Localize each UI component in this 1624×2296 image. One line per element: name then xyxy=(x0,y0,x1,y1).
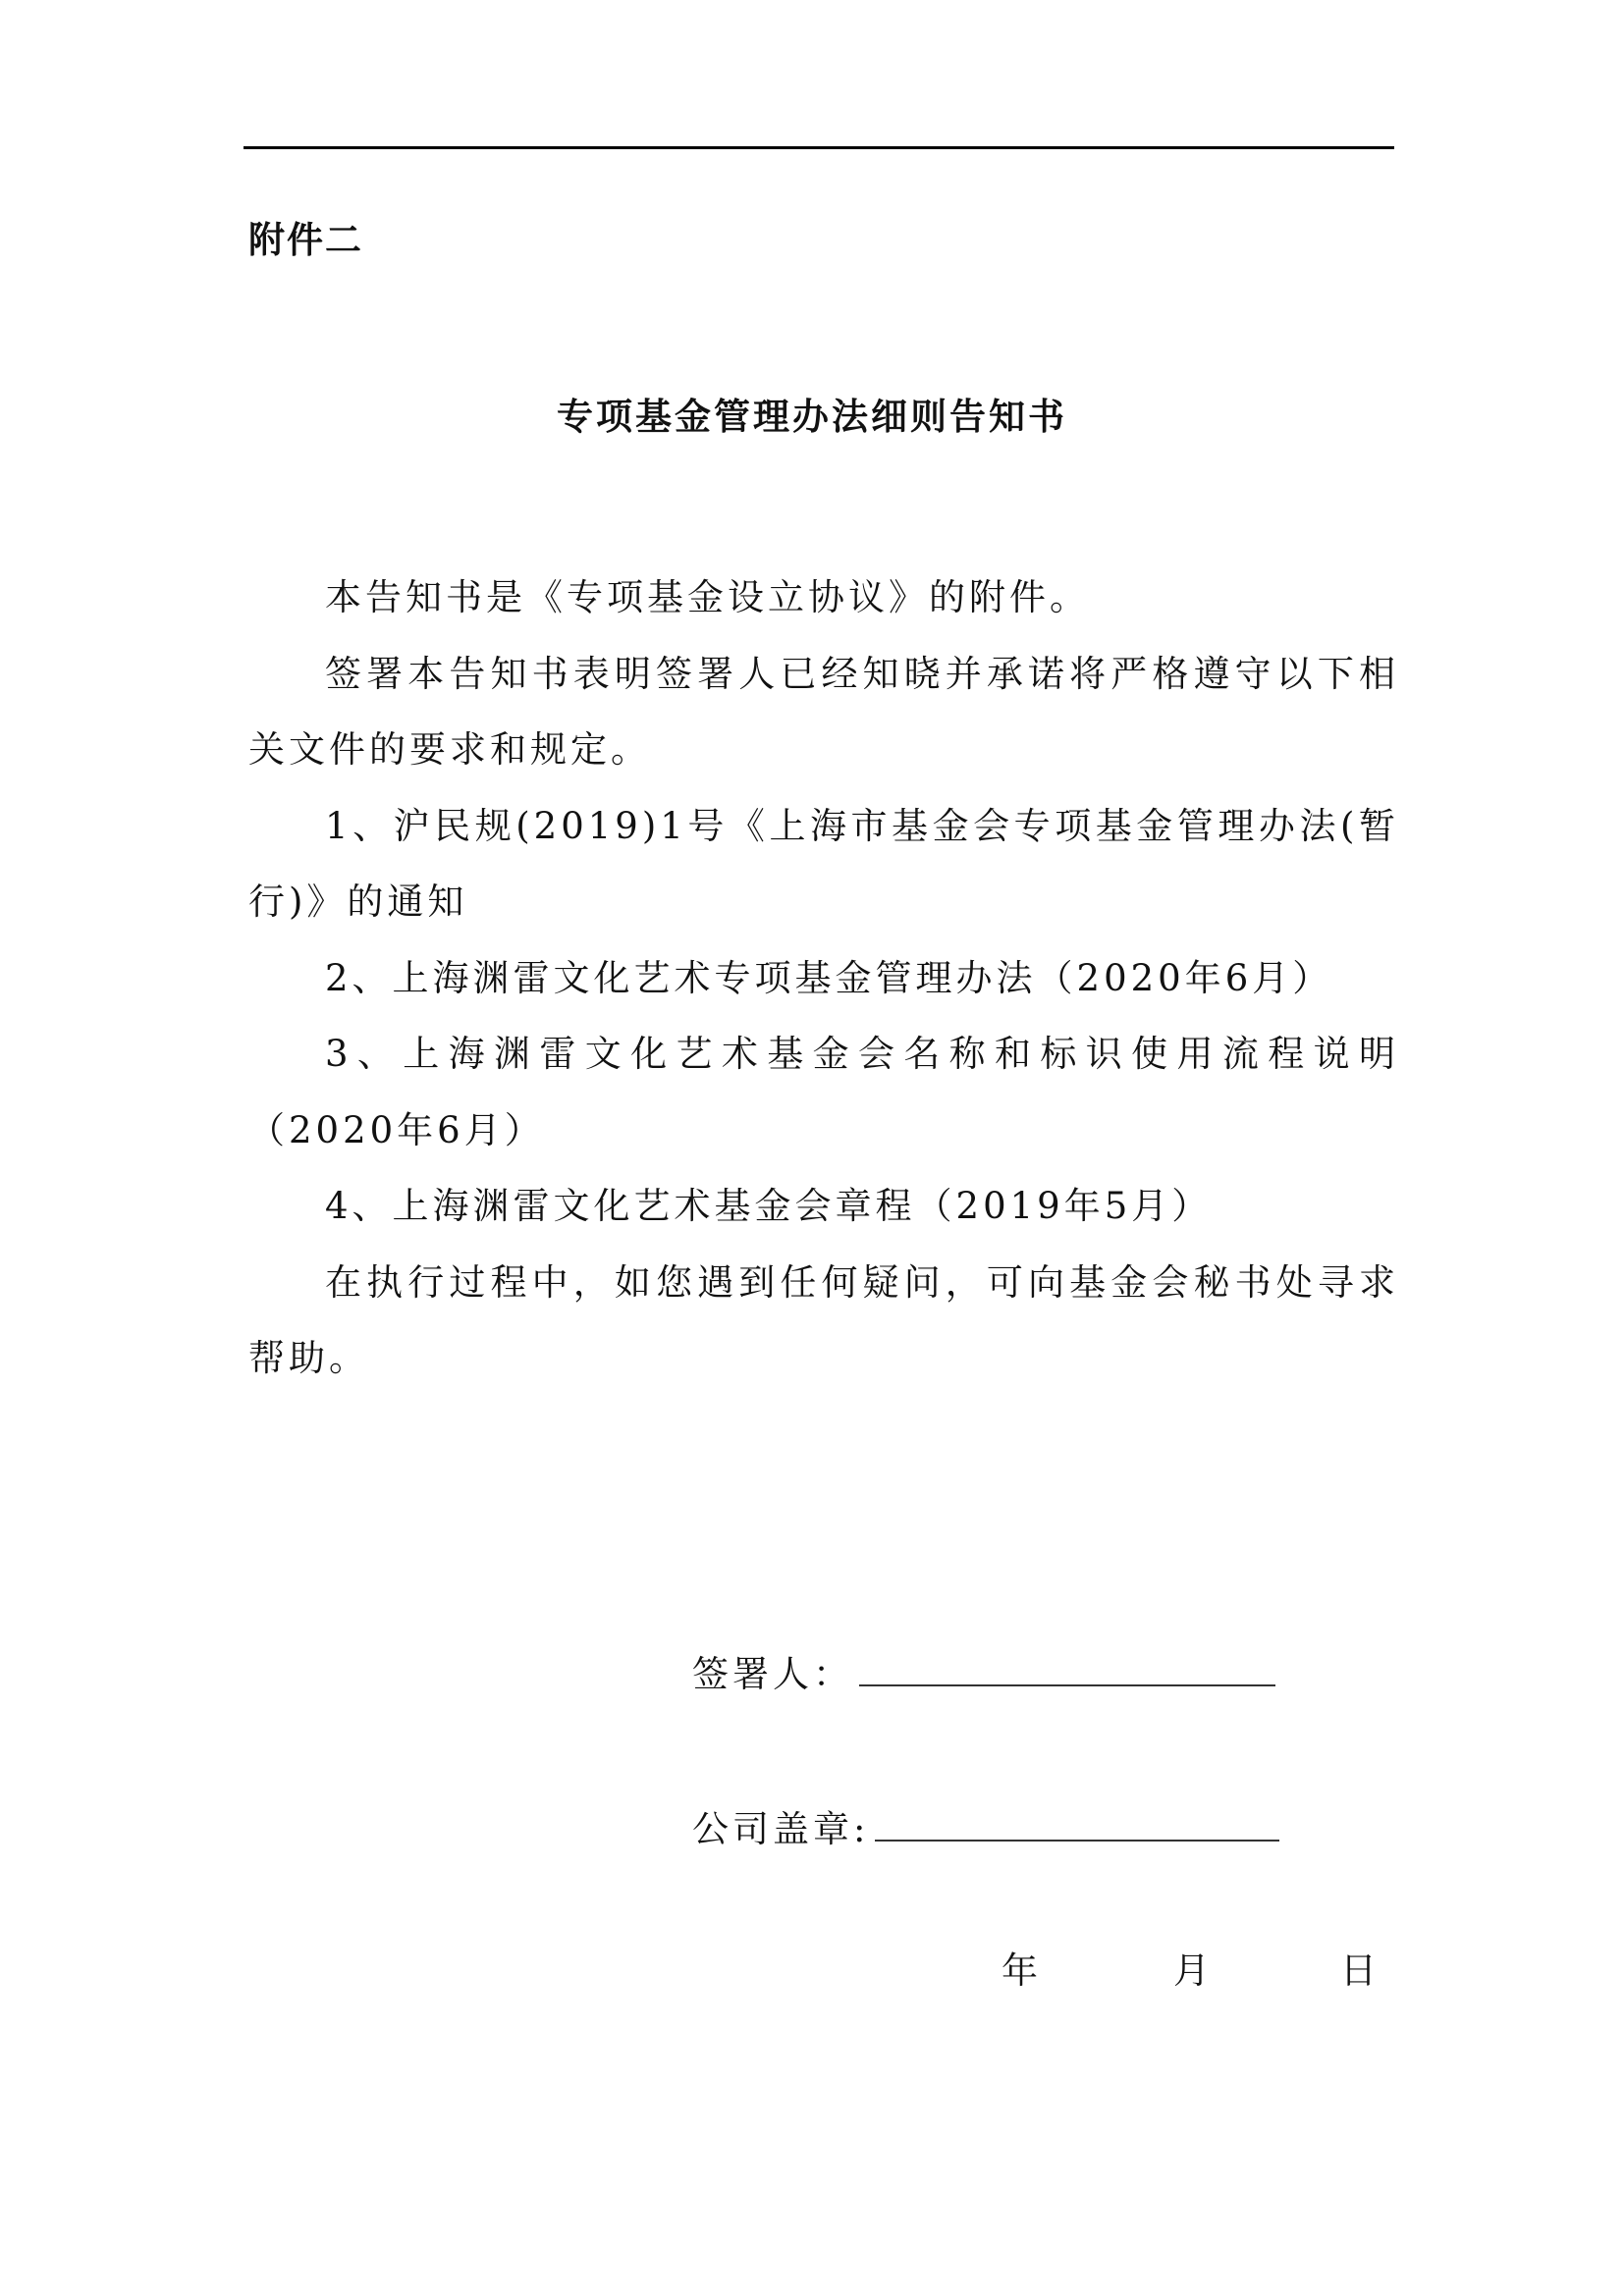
signer-label: 签署人： xyxy=(692,1653,853,1695)
signer-row xyxy=(692,1649,1275,1700)
help-paragraph: 在执行过程中，如您遇到任何疑问，可向基金会秘书处寻求帮助。 xyxy=(248,1260,1399,1379)
list-item: 2、上海渊雷文化艺术专项基金管理办法（2020年6月） xyxy=(325,956,1333,999)
document-body xyxy=(248,560,1399,1397)
stamp-label: 公司盖章: xyxy=(692,1808,870,1850)
date-month-label: 月 xyxy=(1173,1949,1210,1992)
document-title: 专项基金管理办法细则告知书 xyxy=(557,395,1067,438)
list-item: 1、沪民规(2019)1号《上海市基金会专项基金管理办法(暂行)》的通知 xyxy=(248,804,1399,923)
intro-paragraph: 本告知书是《专项基金设立协议》的附件。 xyxy=(325,576,1090,618)
commitment-paragraph: 签署本告知书表明签署人已经知晓并承诺将严格遵守以下相关文件的要求和规定。 xyxy=(248,652,1399,771)
date-day-label: 日 xyxy=(1340,1949,1377,1992)
stamp-row xyxy=(692,1804,1279,1855)
signer-blank-line[interactable] xyxy=(859,1649,1275,1686)
list-item: 4、上海渊雷文化艺术基金会章程（2019年5月） xyxy=(325,1185,1213,1227)
date-year-label: 年 xyxy=(1001,1949,1038,1992)
list-item: 3、上海渊雷文化艺术基金会名称和标识使用流程说明（2020年6月） xyxy=(248,1033,1399,1151)
stamp-blank-line[interactable] xyxy=(875,1804,1279,1842)
attachment-label: 附件二 xyxy=(248,218,363,261)
header-rule xyxy=(244,146,1394,149)
